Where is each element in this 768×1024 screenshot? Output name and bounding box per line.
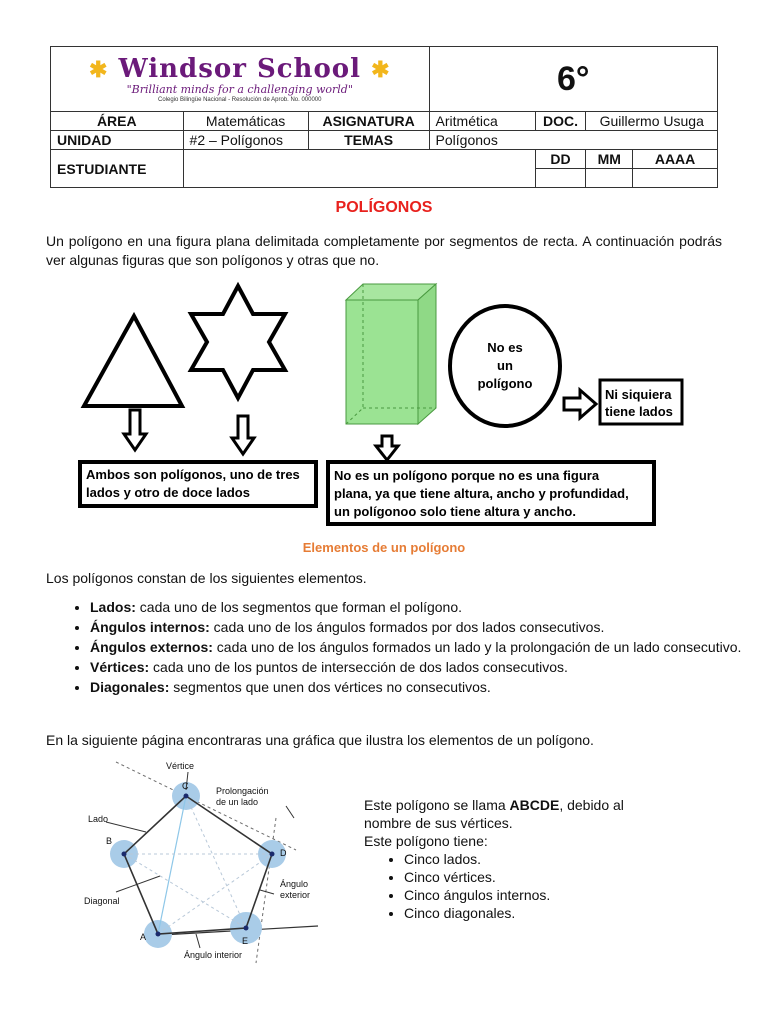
list-item: • Ángulos internos: cada uno de los ángulos formados por dos lados consecutivos. xyxy=(90,618,766,637)
elements-intro: Los polígonos constan de los siguientes elementos. xyxy=(46,570,367,586)
no-sides-text-2: tiene lados xyxy=(605,404,673,419)
star-shape xyxy=(191,286,285,398)
list-item: • Cinco ángulos internos. xyxy=(404,886,664,904)
side-label: Lado xyxy=(88,814,109,824)
page-title: POLÍGONOS xyxy=(335,199,433,216)
extension-label-2: de un lado xyxy=(216,797,259,807)
topics-value: Polígonos xyxy=(429,131,717,150)
list-item: • Lados: cada uno de los segmentos que forman el polígono. xyxy=(90,598,766,617)
circle-text-1: No es xyxy=(487,340,523,355)
day-field[interactable] xyxy=(535,169,586,188)
exterior-label-2: exterior xyxy=(280,890,311,900)
list-item: • Diagonales: segmentos que unen dos vértices no consecutivos. xyxy=(90,678,766,697)
list-item: • Ángulos externos: cada uno de los ángulos formados un lado y la prolongación de un lado consecutivo. xyxy=(90,638,766,657)
list-item: • Cinco diagonales. xyxy=(404,904,664,922)
school-logo xyxy=(51,47,430,112)
section-subtitle: Elementos de un polígono xyxy=(302,540,466,555)
year-field[interactable] xyxy=(633,169,718,188)
interior-label: Ángulo interior xyxy=(184,950,243,960)
vertex-a: A xyxy=(140,932,147,942)
unit-value: #2 – Polígonos xyxy=(183,131,308,150)
list-item: • Cinco lados. xyxy=(404,850,664,868)
has-label: Este polígono tiene: xyxy=(364,833,488,849)
next-page-note: En la siguiente página encontraras una gráfica que ilustra los elementos de un polígono. xyxy=(46,732,594,748)
star-icon: ✱ xyxy=(371,56,391,83)
topics-label: TEMAS xyxy=(308,131,429,150)
no-sides-text-1: Ni siquiera xyxy=(605,387,672,402)
down-arrow-icon xyxy=(232,416,254,454)
polygon-name: ABCDE xyxy=(509,797,560,813)
student-label: ESTUDIANTE xyxy=(51,150,184,188)
day-label: DD xyxy=(535,150,586,169)
prism-note-1: No es un polígono porque no es una figura xyxy=(334,468,600,483)
exterior-label-1: Ángulo xyxy=(280,879,309,889)
circle-text-3: polígono xyxy=(477,376,533,391)
vertex-b: B xyxy=(106,836,113,846)
school-legal: Colegio Bilingüe Nacional - Resolución de Aprob. No. 000000 xyxy=(158,96,322,103)
subject-value: Aritmética xyxy=(429,112,535,131)
school-name: Windsor School xyxy=(118,53,362,84)
header-table xyxy=(50,46,718,188)
vertex-c: C xyxy=(182,781,189,791)
prism-note-3: un polígonoo solo tiene altura y ancho. xyxy=(334,504,576,519)
doc-value: Guillermo Usuga xyxy=(586,112,718,131)
star-icon: ✱ xyxy=(89,56,109,83)
pentagon-description: Este polígono se llama ABCDE, debido al nombre de sus vértices. Este polígono tiene: • Cinco lados. • Cinco vértices. • Cinco ángulos internos. • Cinco diagonales. xyxy=(364,796,664,922)
list-item: • Vértices: cada uno de los puntos de intersección de dos lados consecutivos. xyxy=(90,658,766,677)
down-arrow-icon xyxy=(376,436,398,460)
area-value: Matemáticas xyxy=(183,112,308,131)
polygons-note-2: lados y otro de doce lados xyxy=(86,485,250,500)
polygons-figure xyxy=(70,280,700,530)
pentagon-figure xyxy=(76,758,326,968)
triangle-shape xyxy=(84,316,182,406)
right-arrow-icon xyxy=(564,390,596,418)
vertex-d: D xyxy=(280,848,287,858)
extension-label-1: Prolongación xyxy=(216,786,269,796)
month-label: MM xyxy=(586,150,633,169)
diagonal-label: Diagonal xyxy=(84,896,120,906)
vertex-e: E xyxy=(242,936,249,946)
intro-paragraph: Un polígono en una figura plana delimitada completamente por segmentos de recta. A continuación podrás ver algunas figuras que son polígonos y otras que no. xyxy=(46,233,722,268)
subject-label: ASIGNATURA xyxy=(308,112,429,131)
grade: 6° xyxy=(429,47,717,112)
down-arrow-icon xyxy=(124,410,146,450)
circle-text-2: un xyxy=(497,358,513,373)
month-field[interactable] xyxy=(586,169,633,188)
unit-label: UNIDAD xyxy=(51,131,184,150)
doc-label: DOC. xyxy=(535,112,586,131)
area-label: ÁREA xyxy=(51,112,184,131)
year-label: AAAA xyxy=(633,150,718,169)
elements-list xyxy=(46,598,766,698)
student-field[interactable] xyxy=(183,150,535,188)
polygons-note-1: Ambos son polígonos, uno de tres xyxy=(86,467,300,482)
vertex-label: Vértice xyxy=(166,761,195,771)
list-item: • Cinco vértices. xyxy=(404,868,664,886)
prism-note-2: plana, ya que tiene altura, ancho y profundidad, xyxy=(334,486,629,501)
school-motto: "Brilliant minds for a challenging world" xyxy=(126,82,353,96)
features-list xyxy=(364,850,664,922)
prism-shape xyxy=(346,284,436,424)
